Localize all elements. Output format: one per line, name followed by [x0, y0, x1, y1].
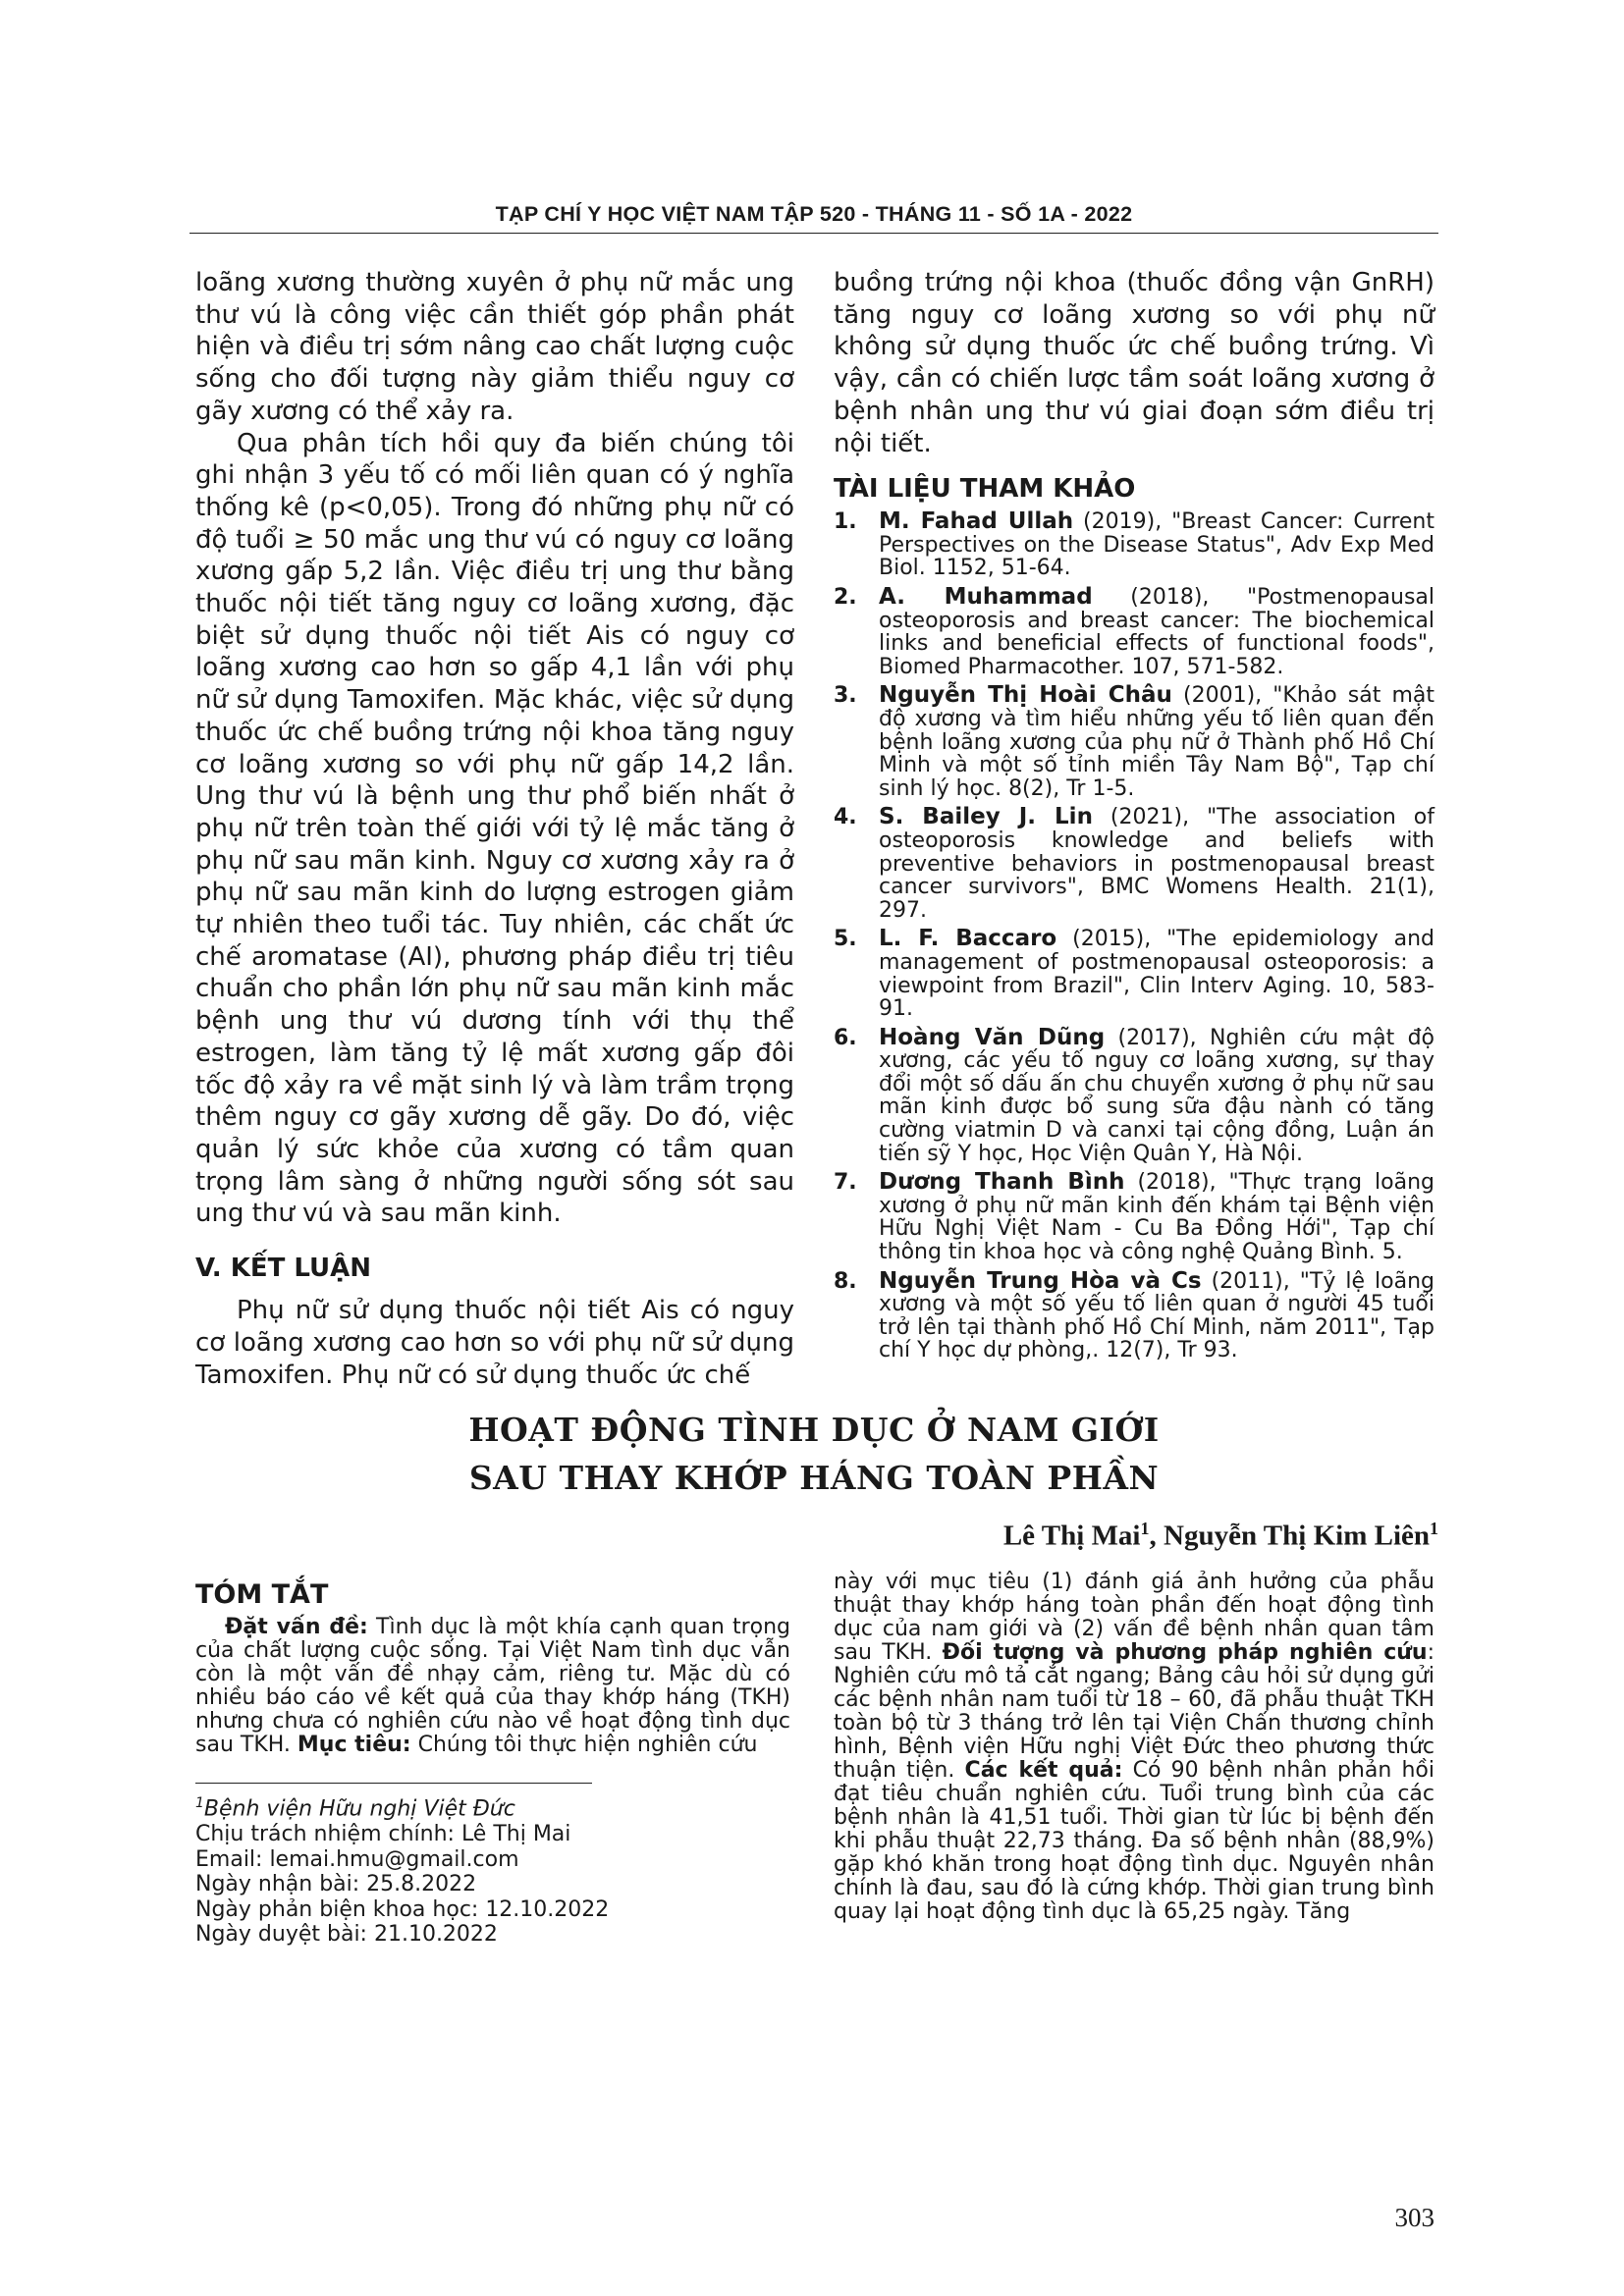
abstract-text: này với mục tiêu (1) đánh giá ảnh hưởng của phẫu thuật thay khớp háng toàn phần đến hoạt động tình dục của nam giới và (2) vấn đề bệnh nhân quan tâm sau TKH. — [834, 1570, 1435, 1665]
article-title-line: HOẠT ĐỘNG TÌNH DỤC Ở NAM GIỚI — [468, 1411, 1160, 1449]
footnote-rule — [195, 1783, 592, 1784]
reference-number: 8. — [834, 1268, 857, 1294]
article-title — [189, 1406, 1438, 1502]
abstract-text: : Nghiên cứu mô tả cắt ngang; Bảng câu hỏi sử dụng gửi các bệnh nhân nam tuổi từ 18 – 60, đã phẫu thuật TKH toàn bộ từ 3 tháng trở lên tại Viện Chấn thương chỉnh hình, Bệnh viện Hữu nghị Việt Đức theo phương thức thuận tiện. — [834, 1640, 1435, 1783]
reference-author: Nguyễn Trung Hòa và Cs — [879, 1267, 1202, 1294]
reference-number: 5. — [834, 927, 857, 952]
reference-author: Dương Thanh Bình — [879, 1169, 1125, 1196]
reference-number: 4. — [834, 805, 857, 830]
references-heading: TÀI LIỆU THAM KHẢO — [834, 474, 1136, 505]
left-column-bottom — [195, 1578, 790, 1948]
reference-number: 6. — [834, 1025, 857, 1050]
abstract-paragraph — [834, 1571, 1435, 1924]
right-column-top — [834, 267, 1435, 1368]
abstract-text: Có 90 bệnh nhân phản hồi đạt tiêu chuẩn nghiên cứu. Tuổi trung bình của các bệnh nhân là 41,51 tuổi. Thời gian từ lúc bị bệnh đến khi phẫu thuật 22,73 tháng. Đa số bệnh nhân (88,9%) gặp khó khăn trong hoạt động tình dục. Nguyên nhân chính là đau, sau đó là cứng khớp. Thời gian trung bình quay lại hoạt động tình dục là 65,25 ngày. Tăng — [834, 1758, 1435, 1924]
reference-author: A. Muhammad — [879, 584, 1093, 610]
reference-text: (2015), "The epidemiology and management of postmenopausal osteoporosis: a viewpoint from Brazil", Clin Interv Aging. 10, 583-91. — [879, 927, 1435, 1022]
reference-author: M. Fahad Ullah — [879, 508, 1074, 535]
reference-text: (2017), Nghiên cứu mật độ xương, các yếu tố nguy cơ loãng xương, sự thay đổi một số dấu ấn chu chuyển xương ở phụ nữ sau mãn kinh được bổ sung sữa đậu nành có tăng cường viatmin D và canxi tại cộng đồng, Luận án tiến sỹ Y học, Học Viện Quân Y, Hà Nội. — [879, 1025, 1435, 1166]
paragraph: buồng trứng nội khoa (thuốc đồng vận GnRH) tăng nguy cơ loãng xương so với phụ nữ không sử dụng thuốc ức chế buồng trứng. Vì vậy, cần có chiến lược tầm soát loãng xương ở bệnh nhân ung thư vú giai đoạn sớm điều trị nội tiết. — [834, 268, 1435, 458]
paragraph: Phụ nữ sử dụng thuốc nội tiết Ais có nguy cơ loãng xương cao hơn so với phụ nữ sử dụng Tamoxifen. Phụ nữ có sử dụng thuốc ức chế — [195, 1296, 794, 1390]
reference-author: Hoàng Văn Dũng — [879, 1024, 1106, 1050]
reference-text: (2018), "Thực trạng loãng xương ở phụ nữ mãn kinh đến khám tại Bệnh viện Hữu Nghị Việt Nam - Cu Ba Đồng Hới", Tạp chí thông tin khoa học và công nghệ Quảng Bình. 5. — [879, 1170, 1435, 1265]
reference-item — [834, 1267, 1435, 1363]
journal-header: TẠP CHÍ Y HỌC VIỆT NAM TẬP 520 - THÁNG 11 - SỐ 1A - 2022 — [495, 202, 1133, 226]
section-heading: V. KẾT LUẬN — [195, 1254, 372, 1284]
reference-author: S. Bailey J. Lin — [879, 804, 1093, 830]
author-name: Nguyễn Thị Kim Liên — [1164, 1520, 1430, 1552]
reference-item — [834, 1024, 1435, 1166]
paragraph: Qua phân tích hồi quy đa biến chúng tôi ghi nhận 3 yếu tố có mối liên quan có ý nghĩa thống kê (p<0,05). Trong đó những phụ nữ có độ tuổi ≥ 50 mắc ung thư vú có nguy cơ loãng xương gấp 5,2 lần. Việc điều trị ung thư bằng thuốc nội tiết tăng nguy cơ loãng xương, đặc biệt sử dụng thuốc nội tiết Ais có nguy cơ loãng xương cao hơn so gấp 4,1 lần với phụ nữ sử dụng Tamoxifen. Mặc khác, việc sử dụng thuốc ức chế buồng trứng nội khoa tăng nguy cơ loãng xương so với phụ nữ gấp 14,2 lần. Ung thư vú là bệnh ung thư phổ biến nhất ở phụ nữ trên toàn thế giới với tỷ lệ mắc tăng ở phụ nữ sau mãn kinh. Nguy cơ xương xảy ra ở phụ nữ sau mãn kinh do lượng estrogen giảm tự nhiên theo tuổi tác. Tuy nhiên, các chất ức chế aromatase (AI), phương pháp điều trị tiêu chuẩn cho phần lớn phụ nữ sau mãn kinh mắc bệnh ung thư vú dương tính với thụ thể estrogen, làm tăng tỷ lệ mất xương gấp đôi tốc độ xảy ra về mặt sinh lý và làm trầm trọng thêm nguy cơ gãy xương dễ gãy. Do đó, việc quản lý sức khỏe của xương có tầm quan trọng lâm sàng ở những người sống sót sau ung thư vú và sau mãn kinh. — [195, 428, 794, 1229]
reference-number: 1. — [834, 509, 857, 535]
author-name: Lê Thị Mai — [1002, 1520, 1141, 1552]
footnote-mark: 1 — [195, 1795, 204, 1811]
footnote-affiliation — [195, 1791, 790, 1822]
abstract-label: Đối tượng và phương pháp nghiên cứu — [942, 1640, 1428, 1665]
reference-text: (2001), "Khảo sát mật độ xương và tìm hiểu những yếu tố liên quan đến bệnh loãng xương của phụ nữ ở Thành phố Hồ Chí Minh và một số tỉnh miền Tây Nam Bộ", Tạp chí sinh lý học. 8(2), Tr 1-5. — [879, 683, 1435, 801]
abstract-label: Các kết quả: — [964, 1758, 1123, 1783]
author-line — [1003, 1519, 1438, 1553]
abstract-heading: TÓM TẮT — [195, 1579, 329, 1610]
right-column-bottom — [834, 1571, 1435, 1924]
author-affiliation-mark: 1 — [1140, 1519, 1150, 1538]
reference-item — [834, 510, 1435, 580]
footnote-email: Email: lemai.hmu@gmail.com — [195, 1846, 519, 1872]
reference-number: 7. — [834, 1170, 857, 1196]
footnote-received-date: Ngày nhận bài: 25.8.2022 — [195, 1872, 477, 1897]
paragraph: loãng xương thường xuyên ở phụ nữ mắc ung thư vú là công việc cần thiết góp phần phát hiện và điều trị sớm nâng cao chất lượng cuộc sống cho đối tượng này giảm thiểu nguy cơ gãy xương có thể xảy ra. — [195, 268, 794, 426]
page-number: 303 — [1394, 2203, 1435, 2232]
reference-item — [834, 684, 1435, 800]
left-column-top — [195, 267, 794, 1391]
abstract-paragraph — [195, 1616, 790, 1757]
footnote-review-date: Ngày phản biện khoa học: 12.10.2022 — [195, 1896, 610, 1922]
reference-item — [834, 586, 1435, 678]
header-rule — [189, 233, 1438, 234]
footnote-responsible: Chịu trách nhiệm chính: Lê Thị Mai — [195, 1821, 571, 1846]
reference-text: (2011), "Tỷ lệ loãng xương và một số yếu tố liên quan ở người 45 tuổi trở lên tại thành phố Hồ Chí Minh, năm 2011", Tạp chí Y học dự phòng,. 12(7), Tr 93. — [879, 1268, 1435, 1363]
reference-author: Nguyễn Thị Hoài Châu — [879, 682, 1172, 709]
reference-item — [834, 806, 1435, 922]
footnote-accepted-date: Ngày duyệt bài: 21.10.2022 — [195, 1922, 498, 1948]
reference-text: (2019), "Breast Cancer: Current Perspectives on the Disease Status", Adv Exp Med Biol. 1152, 51-64. — [879, 509, 1435, 581]
abstract-text: Tình dục là một khía cạnh quan trọng của chất lượng cuộc sống. Tại Việt Nam tình dục vẫn còn là một vấn đề nhạy cảm, riêng tư. Mặc dù có nhiều báo cáo về kết quả của thay khớp háng (TKH) nhưng chưa có nghiên cứu nào về hoạt động tình dục sau TKH. — [195, 1615, 790, 1757]
abstract-text: Chúng tôi thực hiện nghiên cứu — [410, 1733, 758, 1757]
reference-number: 3. — [834, 683, 857, 709]
reference-text: (2021), "The association of osteoporosis knowledge and beliefs with preventive behaviors in postmenopausal breast cancer survivors", BMC Womens Health. 21(1), 297. — [879, 805, 1435, 923]
article-title-line: SAU THAY KHỚP HÁNG TOÀN PHẦN — [468, 1459, 1160, 1497]
reference-number: 2. — [834, 585, 857, 610]
reference-item — [834, 1171, 1435, 1263]
abstract-label: Mục tiêu: — [297, 1733, 411, 1757]
author-separator: , — [1149, 1520, 1164, 1552]
reference-list — [834, 510, 1435, 1362]
footnote-affiliation-text: Bệnh viện Hữu nghị Việt Đức — [203, 1796, 515, 1822]
abstract-label: Đặt vấn đề: — [225, 1615, 368, 1639]
reference-item — [834, 928, 1435, 1020]
reference-author: L. F. Baccaro — [879, 926, 1057, 952]
reference-text: (2018), "Postmenopausal osteoporosis and breast cancer: The biochemical links and beneficial effects of functional foods", Biomed Pharmacother. 107, 571-582. — [879, 585, 1435, 679]
author-affiliation-mark: 1 — [1430, 1519, 1438, 1538]
